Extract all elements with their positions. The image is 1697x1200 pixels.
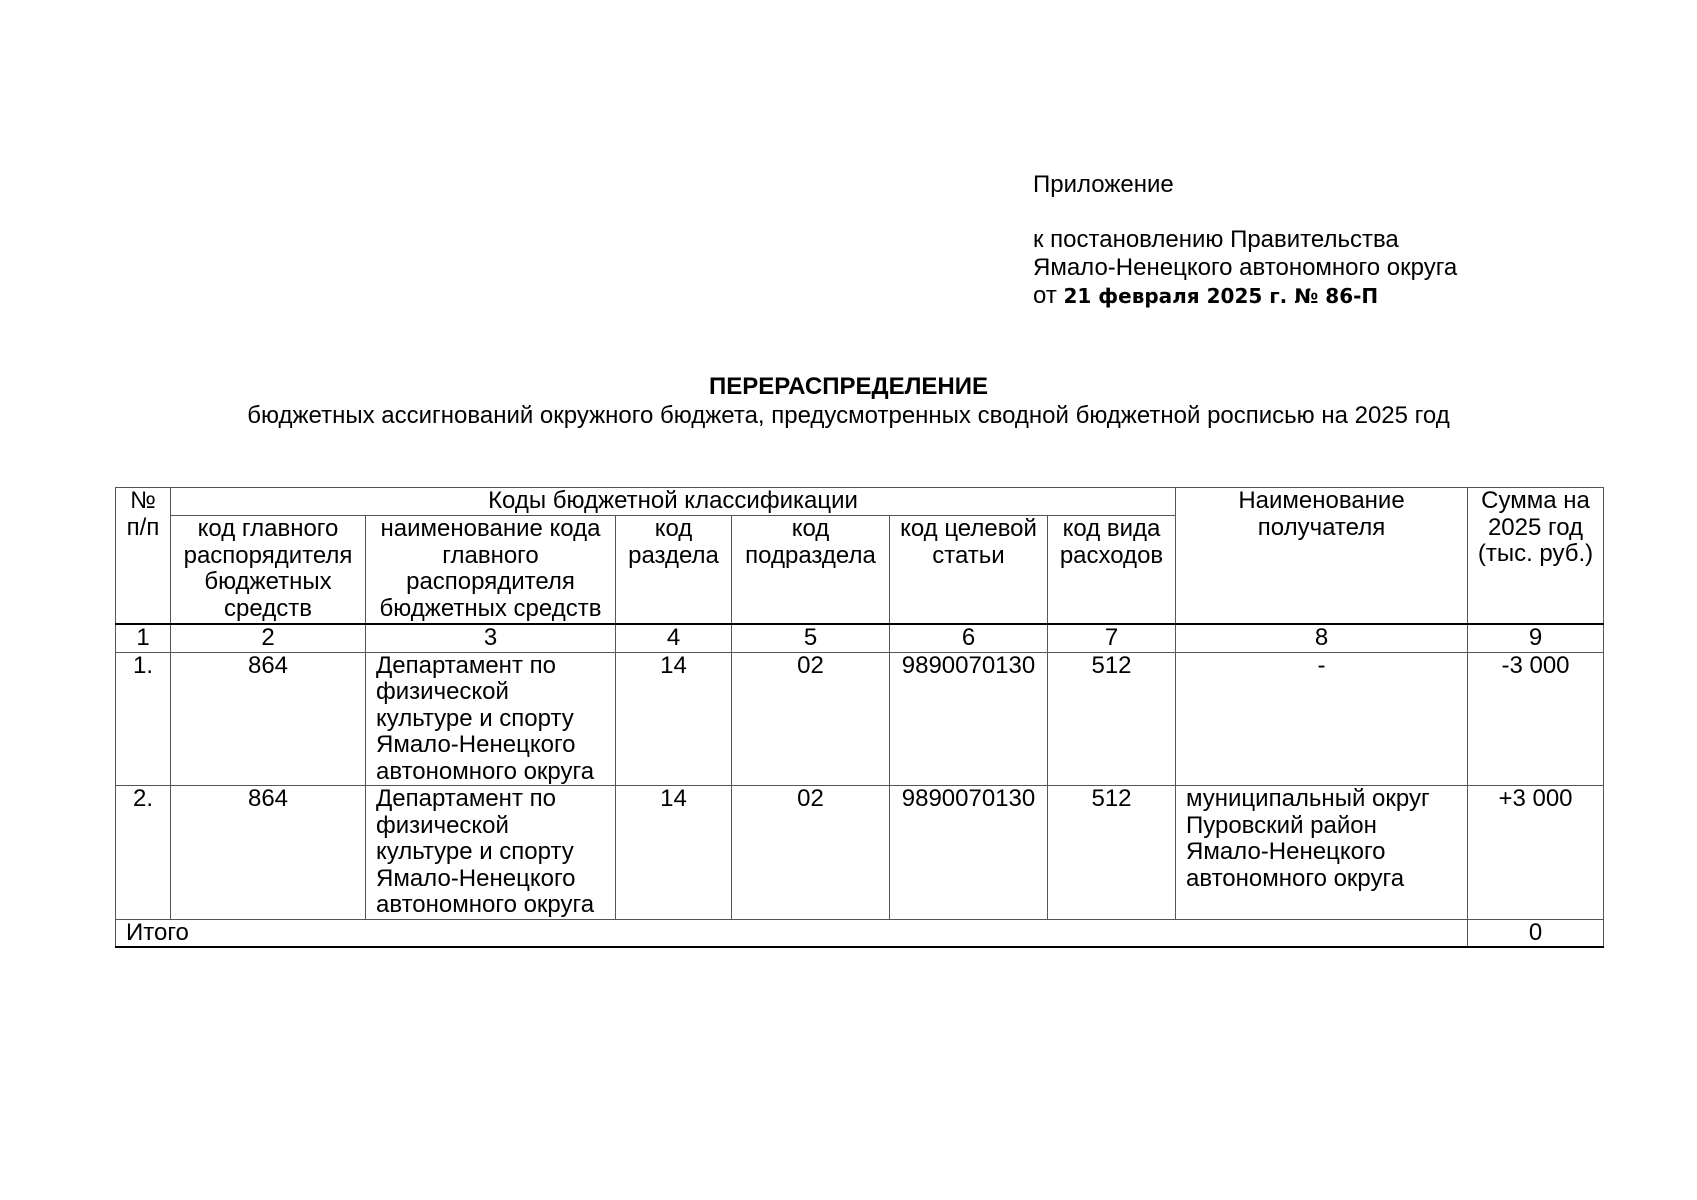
resolution-date-number: 21 февраля 2025 г. № 86-П bbox=[1063, 284, 1379, 308]
header-num: № п/п bbox=[116, 488, 171, 625]
column-number: 4 bbox=[616, 624, 732, 652]
column-number: 1 bbox=[116, 624, 171, 652]
row-num: 2. bbox=[116, 786, 171, 920]
row-gr-code: 864 bbox=[171, 786, 366, 920]
row-recipient: - bbox=[1176, 652, 1468, 786]
column-number: 2 bbox=[171, 624, 366, 652]
row-expense: 512 bbox=[1048, 652, 1176, 786]
row-target: 9890070130 bbox=[890, 786, 1048, 920]
column-numbers-row bbox=[116, 624, 1604, 652]
header-subsection: код подраздела bbox=[732, 516, 890, 625]
date-prefix: от bbox=[1033, 282, 1057, 309]
appendix-date-line bbox=[1033, 282, 1457, 310]
header-section: код раздела bbox=[616, 516, 732, 625]
total-value: 0 bbox=[1468, 919, 1604, 947]
column-number: 3 bbox=[366, 624, 616, 652]
column-number: 5 bbox=[732, 624, 890, 652]
row-gr-code: 864 bbox=[171, 652, 366, 786]
column-number: 6 bbox=[890, 624, 1048, 652]
row-gr-name: Департамент по физической культуре и спорту Ямало-Ненецкого автономного округа bbox=[366, 786, 616, 920]
row-subsection: 02 bbox=[732, 652, 890, 786]
row-sum: -3 000 bbox=[1468, 652, 1604, 786]
appendix-title: Приложение bbox=[1033, 171, 1174, 198]
document-subtitle: бюджетных ассигнований окружного бюджета, предусмотренных сводной бюджетной росписью на 2025 год bbox=[247, 402, 1450, 429]
row-recipient: муниципальный округ Пуровский район Ямало-Ненецкого автономного округа bbox=[1176, 786, 1468, 920]
table-row bbox=[116, 652, 1604, 786]
header-codes-group: Коды бюджетной классификации bbox=[171, 488, 1176, 516]
row-target: 9890070130 bbox=[890, 652, 1048, 786]
appendix-block bbox=[1033, 171, 1457, 310]
total-label: Итого bbox=[116, 919, 1468, 947]
header-gr-code: код главного распорядителя бюджетных средств bbox=[171, 516, 366, 625]
header-expense: код вида расходов bbox=[1048, 516, 1176, 625]
header-sum: Сумма на 2025 год (тыс. руб.) bbox=[1468, 488, 1604, 625]
column-number: 9 bbox=[1468, 624, 1604, 652]
row-section: 14 bbox=[616, 652, 732, 786]
row-num: 1. bbox=[116, 652, 171, 786]
row-section: 14 bbox=[616, 786, 732, 920]
row-sum: +3 000 bbox=[1468, 786, 1604, 920]
header-gr-name: наименование кода главного распорядителя бюджетных средств bbox=[366, 516, 616, 625]
document-title: ПЕРЕРАСПРЕДЕЛЕНИЕ bbox=[708, 373, 989, 400]
header-target: код целевой статьи bbox=[890, 516, 1048, 625]
appendix-line-2: Ямало-Ненецкого автономного округа bbox=[1033, 254, 1458, 281]
column-number: 8 bbox=[1176, 624, 1468, 652]
row-expense: 512 bbox=[1048, 786, 1176, 920]
row-gr-name: Департамент по физической культуре и спорту Ямало-Ненецкого автономного округа bbox=[366, 652, 616, 786]
redistribution-table bbox=[115, 487, 1604, 948]
header-recipient: Наименование получателя bbox=[1176, 488, 1468, 625]
total-row bbox=[116, 919, 1604, 947]
table-row bbox=[116, 786, 1604, 920]
column-number: 7 bbox=[1048, 624, 1176, 652]
appendix-line-1: к постановлению Правительства bbox=[1033, 226, 1399, 253]
row-subsection: 02 bbox=[732, 786, 890, 920]
